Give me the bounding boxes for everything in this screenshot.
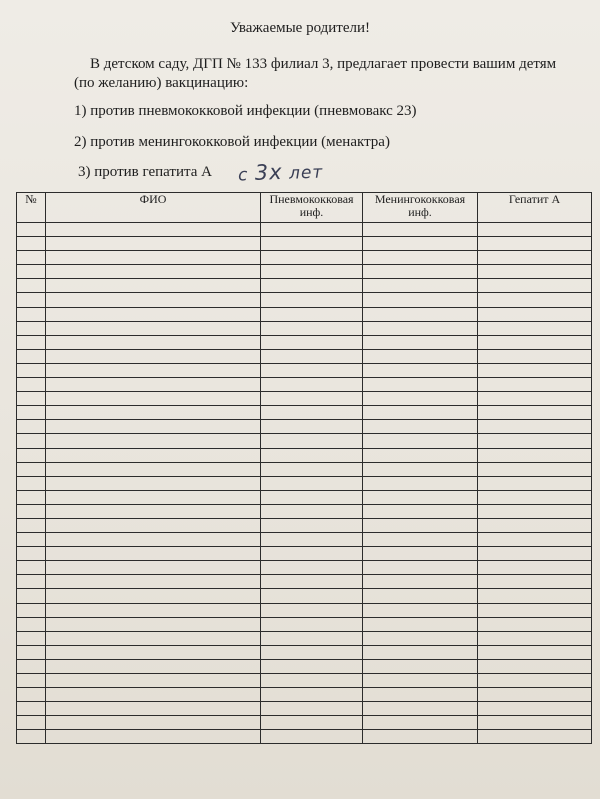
cell-hepatitis-a[interactable] (478, 547, 592, 561)
table-row (17, 349, 592, 363)
cell-pneumococcal[interactable] (261, 462, 363, 476)
cell-meningococcal[interactable] (363, 533, 478, 547)
cell-hepatitis-a[interactable] (478, 490, 592, 504)
cell-number[interactable] (17, 561, 46, 575)
cell-meningococcal[interactable] (363, 688, 478, 702)
cell-pneumococcal[interactable] (261, 603, 363, 617)
table-row (17, 237, 592, 251)
handwritten-note-part1: с (237, 165, 249, 186)
cell-number[interactable] (17, 420, 46, 434)
cell-meningococcal[interactable] (363, 434, 478, 448)
cell-pneumococcal[interactable] (261, 293, 363, 307)
cell-number[interactable] (17, 547, 46, 561)
table-header-row (17, 193, 592, 223)
cell-meningococcal[interactable] (363, 237, 478, 251)
cell-hepatitis-a[interactable] (478, 448, 592, 462)
cell-name[interactable] (46, 631, 261, 645)
cell-meningococcal[interactable] (363, 617, 478, 631)
cell-name[interactable] (46, 321, 261, 335)
table-row (17, 476, 592, 490)
signup-table (16, 192, 592, 744)
cell-name[interactable] (46, 335, 261, 349)
table-row (17, 504, 592, 518)
cell-hepatitis-a[interactable] (478, 349, 592, 363)
cell-number[interactable] (17, 674, 46, 688)
cell-name[interactable] (46, 547, 261, 561)
cell-meningococcal[interactable] (363, 645, 478, 659)
cell-hepatitis-a[interactable] (478, 730, 592, 744)
table-row (17, 448, 592, 462)
cell-pneumococcal[interactable] (261, 730, 363, 744)
cell-meningococcal[interactable] (363, 251, 478, 265)
table-row (17, 575, 592, 589)
cell-hepatitis-a[interactable] (478, 392, 592, 406)
cell-number[interactable] (17, 279, 46, 293)
cell-meningococcal[interactable] (363, 363, 478, 377)
cell-meningococcal[interactable] (363, 392, 478, 406)
table-body (17, 223, 592, 744)
cell-hepatitis-a[interactable] (478, 702, 592, 716)
cell-number[interactable] (17, 349, 46, 363)
table-row (17, 589, 592, 603)
cell-number[interactable] (17, 659, 46, 673)
cell-number[interactable] (17, 476, 46, 490)
cell-number[interactable] (17, 265, 46, 279)
cell-name[interactable] (46, 363, 261, 377)
handwritten-note-part3: лет (288, 162, 324, 184)
cell-pneumococcal[interactable] (261, 645, 363, 659)
cell-name[interactable] (46, 434, 261, 448)
table-row (17, 406, 592, 420)
cell-meningococcal[interactable] (363, 561, 478, 575)
cell-name[interactable] (46, 223, 261, 237)
table-row (17, 420, 592, 434)
cell-hepatitis-a[interactable] (478, 265, 592, 279)
table-row (17, 335, 592, 349)
cell-number[interactable] (17, 645, 46, 659)
cell-meningococcal[interactable] (363, 349, 478, 363)
table-row (17, 533, 592, 547)
cell-pneumococcal[interactable] (261, 518, 363, 532)
cell-name[interactable] (46, 406, 261, 420)
cell-meningococcal[interactable] (363, 547, 478, 561)
cell-pneumococcal[interactable] (261, 307, 363, 321)
cell-name[interactable] (46, 659, 261, 673)
cell-hepatitis-a[interactable] (478, 645, 592, 659)
cell-pneumococcal[interactable] (261, 321, 363, 335)
cell-meningococcal[interactable] (363, 335, 478, 349)
cell-hepatitis-a[interactable] (478, 603, 592, 617)
cell-meningococcal[interactable] (363, 674, 478, 688)
cell-pneumococcal[interactable] (261, 659, 363, 673)
cell-number[interactable] (17, 392, 46, 406)
cell-number[interactable] (17, 631, 46, 645)
handwritten-note (238, 159, 324, 186)
column-header-number: № (17, 193, 46, 223)
cell-pneumococcal[interactable] (261, 420, 363, 434)
cell-number[interactable] (17, 603, 46, 617)
cell-pneumococcal[interactable] (261, 589, 363, 603)
cell-name[interactable] (46, 575, 261, 589)
cell-name[interactable] (46, 307, 261, 321)
cell-hepatitis-a[interactable] (478, 716, 592, 730)
cell-meningococcal[interactable] (363, 490, 478, 504)
vaccine-item-1: 1) против пневмококковой инфекции (пневмовакс 23) (74, 103, 417, 119)
cell-name[interactable] (46, 603, 261, 617)
cell-name[interactable] (46, 702, 261, 716)
cell-hepatitis-a[interactable] (478, 561, 592, 575)
cell-name[interactable] (46, 349, 261, 363)
intro-line-2: (по желанию) вакцинацию: (74, 75, 249, 91)
cell-pneumococcal[interactable] (261, 448, 363, 462)
cell-meningococcal[interactable] (363, 659, 478, 673)
cell-number[interactable] (17, 589, 46, 603)
table-row (17, 547, 592, 561)
cell-hepatitis-a[interactable] (478, 251, 592, 265)
cell-meningococcal[interactable] (363, 504, 478, 518)
table-row (17, 716, 592, 730)
table-row (17, 688, 592, 702)
cell-meningococcal[interactable] (363, 307, 478, 321)
table-row (17, 293, 592, 307)
cell-meningococcal[interactable] (363, 702, 478, 716)
cell-pneumococcal[interactable] (261, 392, 363, 406)
table-row (17, 462, 592, 476)
table-row (17, 617, 592, 631)
cell-number[interactable] (17, 533, 46, 547)
cell-pneumococcal[interactable] (261, 490, 363, 504)
cell-meningococcal[interactable] (363, 293, 478, 307)
cell-pneumococcal[interactable] (261, 617, 363, 631)
cell-number[interactable] (17, 237, 46, 251)
cell-name[interactable] (46, 420, 261, 434)
cell-hepatitis-a[interactable] (478, 420, 592, 434)
cell-hepatitis-a[interactable] (478, 363, 592, 377)
table-row (17, 645, 592, 659)
cell-hepatitis-a[interactable] (478, 434, 592, 448)
table-row (17, 730, 592, 744)
cell-name[interactable] (46, 378, 261, 392)
cell-pneumococcal[interactable] (261, 349, 363, 363)
cell-meningococcal[interactable] (363, 476, 478, 490)
cell-hepatitis-a[interactable] (478, 321, 592, 335)
cell-name[interactable] (46, 561, 261, 575)
cell-number[interactable] (17, 490, 46, 504)
cell-pneumococcal[interactable] (261, 533, 363, 547)
cell-meningococcal[interactable] (363, 448, 478, 462)
cell-meningococcal[interactable] (363, 406, 478, 420)
cell-meningococcal[interactable] (363, 730, 478, 744)
cell-hepatitis-a[interactable] (478, 674, 592, 688)
cell-name[interactable] (46, 688, 261, 702)
cell-name[interactable] (46, 476, 261, 490)
table-row (17, 223, 592, 237)
cell-meningococcal[interactable] (363, 603, 478, 617)
cell-pneumococcal[interactable] (261, 378, 363, 392)
cell-hepatitis-a[interactable] (478, 589, 592, 603)
cell-number[interactable] (17, 434, 46, 448)
cell-number[interactable] (17, 688, 46, 702)
cell-name[interactable] (46, 504, 261, 518)
table-row (17, 702, 592, 716)
table-row (17, 659, 592, 673)
cell-meningococcal[interactable] (363, 462, 478, 476)
cell-name[interactable] (46, 251, 261, 265)
cell-hepatitis-a[interactable] (478, 462, 592, 476)
column-header-hepatitis-a: Гепатит А (478, 193, 592, 223)
table-row (17, 561, 592, 575)
handwritten-note-part2: 3х (254, 159, 283, 185)
cell-hepatitis-a[interactable] (478, 378, 592, 392)
cell-name[interactable] (46, 293, 261, 307)
cell-number[interactable] (17, 335, 46, 349)
cell-number[interactable] (17, 518, 46, 532)
cell-hepatitis-a[interactable] (478, 476, 592, 490)
cell-pneumococcal[interactable] (261, 674, 363, 688)
cell-name[interactable] (46, 716, 261, 730)
table-row (17, 321, 592, 335)
column-header-pneumococcal: Пневмококковая инф. (261, 193, 363, 223)
table-row (17, 392, 592, 406)
cell-name[interactable] (46, 518, 261, 532)
cell-name[interactable] (46, 237, 261, 251)
cell-hepatitis-a[interactable] (478, 688, 592, 702)
table-row (17, 363, 592, 377)
cell-hepatitis-a[interactable] (478, 406, 592, 420)
cell-hepatitis-a[interactable] (478, 575, 592, 589)
cell-meningococcal[interactable] (363, 589, 478, 603)
cell-pneumococcal[interactable] (261, 688, 363, 702)
cell-hepatitis-a[interactable] (478, 293, 592, 307)
cell-hepatitis-a[interactable] (478, 659, 592, 673)
cell-meningococcal[interactable] (363, 279, 478, 293)
cell-name[interactable] (46, 730, 261, 744)
cell-name[interactable] (46, 392, 261, 406)
cell-pneumococcal[interactable] (261, 631, 363, 645)
cell-pneumococcal[interactable] (261, 279, 363, 293)
cell-pneumococcal[interactable] (261, 223, 363, 237)
intro-line-1: В детском саду, ДГП № 133 филиал 3, предлагает провести вашим детям (90, 56, 557, 72)
cell-name[interactable] (46, 617, 261, 631)
cell-number[interactable] (17, 251, 46, 265)
cell-name[interactable] (46, 589, 261, 603)
cell-hepatitis-a[interactable] (478, 504, 592, 518)
cell-name[interactable] (46, 674, 261, 688)
cell-number[interactable] (17, 448, 46, 462)
table-row (17, 603, 592, 617)
cell-pneumococcal[interactable] (261, 561, 363, 575)
cell-meningococcal[interactable] (363, 518, 478, 532)
cell-pneumococcal[interactable] (261, 363, 363, 377)
vaccine-item-2: 2) против менингококковой инфекции (менактра) (74, 134, 390, 150)
cell-name[interactable] (46, 462, 261, 476)
cell-meningococcal[interactable] (363, 716, 478, 730)
cell-meningococcal[interactable] (363, 378, 478, 392)
table-row (17, 490, 592, 504)
cell-meningococcal[interactable] (363, 575, 478, 589)
cell-name[interactable] (46, 490, 261, 504)
cell-pneumococcal[interactable] (261, 406, 363, 420)
cell-hepatitis-a[interactable] (478, 518, 592, 532)
table-row (17, 251, 592, 265)
cell-number[interactable] (17, 462, 46, 476)
cell-hepatitis-a[interactable] (478, 307, 592, 321)
cell-pneumococcal[interactable] (261, 547, 363, 561)
cell-number[interactable] (17, 378, 46, 392)
vaccine-item-3: 3) против гепатита А (78, 164, 212, 180)
cell-name[interactable] (46, 279, 261, 293)
table-row (17, 434, 592, 448)
cell-number[interactable] (17, 406, 46, 420)
cell-number[interactable] (17, 363, 46, 377)
table-row (17, 265, 592, 279)
cell-pneumococcal[interactable] (261, 504, 363, 518)
cell-hepatitis-a[interactable] (478, 631, 592, 645)
table-row (17, 378, 592, 392)
table-row (17, 518, 592, 532)
cell-pneumococcal[interactable] (261, 702, 363, 716)
cell-pneumococcal[interactable] (261, 237, 363, 251)
cell-pneumococcal[interactable] (261, 476, 363, 490)
cell-hepatitis-a[interactable] (478, 223, 592, 237)
cell-number[interactable] (17, 702, 46, 716)
cell-pneumococcal[interactable] (261, 575, 363, 589)
page-heading: Уважаемые родители! (229, 20, 371, 36)
column-header-meningococcal: Менингококковая инф. (363, 193, 478, 223)
cell-hepatitis-a[interactable] (478, 335, 592, 349)
table-row (17, 279, 592, 293)
cell-name[interactable] (46, 533, 261, 547)
cell-number[interactable] (17, 617, 46, 631)
cell-meningococcal[interactable] (363, 223, 478, 237)
cell-pneumococcal[interactable] (261, 251, 363, 265)
cell-hepatitis-a[interactable] (478, 279, 592, 293)
column-header-name: ФИО (46, 193, 261, 223)
cell-number[interactable] (17, 321, 46, 335)
cell-number[interactable] (17, 307, 46, 321)
cell-meningococcal[interactable] (363, 265, 478, 279)
cell-hepatitis-a[interactable] (478, 617, 592, 631)
cell-meningococcal[interactable] (363, 321, 478, 335)
cell-name[interactable] (46, 645, 261, 659)
cell-number[interactable] (17, 575, 46, 589)
table-row (17, 631, 592, 645)
table-row (17, 307, 592, 321)
cell-pneumococcal[interactable] (261, 716, 363, 730)
cell-number[interactable] (17, 504, 46, 518)
cell-pneumococcal[interactable] (261, 265, 363, 279)
table-row (17, 674, 592, 688)
cell-pneumococcal[interactable] (261, 335, 363, 349)
cell-name[interactable] (46, 448, 261, 462)
cell-number[interactable] (17, 716, 46, 730)
cell-hepatitis-a[interactable] (478, 533, 592, 547)
cell-number[interactable] (17, 730, 46, 744)
cell-pneumococcal[interactable] (261, 434, 363, 448)
cell-meningococcal[interactable] (363, 631, 478, 645)
cell-number[interactable] (17, 293, 46, 307)
cell-name[interactable] (46, 265, 261, 279)
cell-number[interactable] (17, 223, 46, 237)
cell-meningococcal[interactable] (363, 420, 478, 434)
cell-hepatitis-a[interactable] (478, 237, 592, 251)
